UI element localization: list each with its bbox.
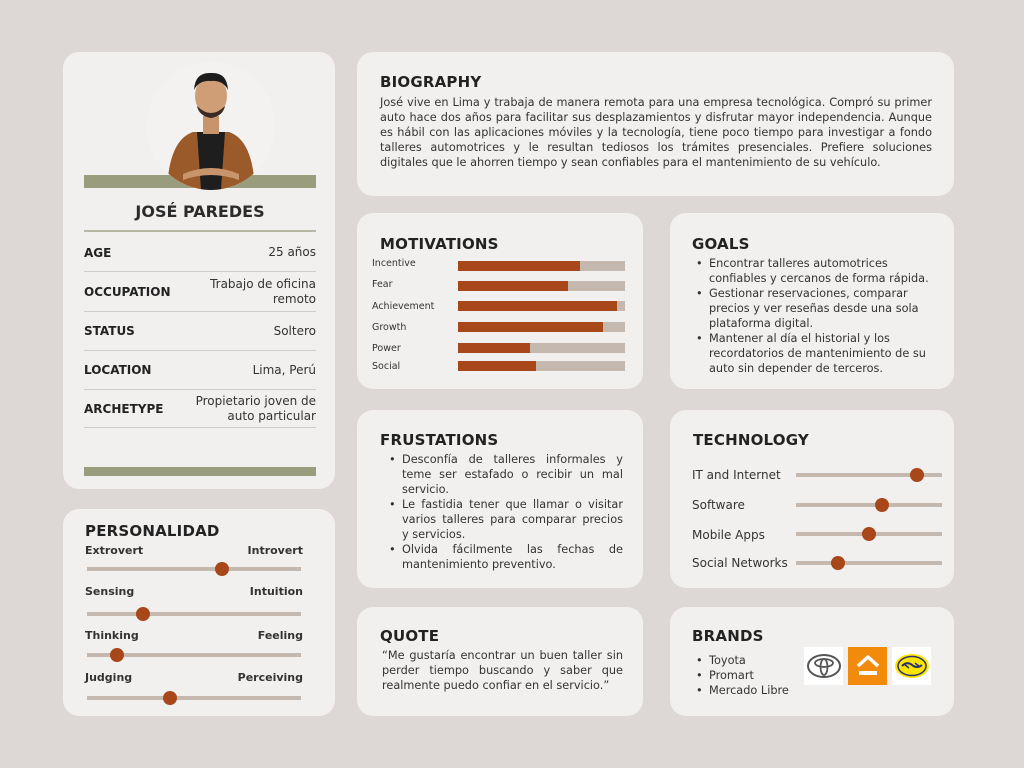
motivation-bar: [458, 361, 625, 371]
motivations-card: [357, 213, 643, 389]
mercado-libre-logo-icon: [892, 647, 931, 685]
avatar: [147, 62, 275, 190]
trait-slider-handle[interactable]: [110, 648, 124, 662]
tech-slider-handle[interactable]: [910, 468, 924, 482]
status-value: Soltero: [273, 323, 316, 338]
occupation-value: Trabajo de oficina remoto: [210, 276, 316, 306]
quote-title: QUOTE: [380, 627, 440, 645]
frustrations-card: [357, 410, 643, 588]
quote-card: [357, 607, 643, 716]
location-label: LOCATION: [84, 363, 152, 377]
archetype-value: Propietario joven de auto particular: [195, 393, 316, 423]
profile-row-archetype: [84, 390, 316, 428]
tech-label: Mobile Apps: [692, 528, 765, 542]
motivation-bar-fill: [458, 322, 603, 332]
location-value: Lima, Perú: [252, 362, 316, 377]
trait-right-label: Introvert: [247, 544, 303, 557]
trait-slider-track: [87, 696, 301, 700]
quote-text: “Me gustaría encontrar un buen taller sin perder tiempo buscando y saber que realmente puedo confiar en el servicio.”: [382, 649, 623, 692]
trait-sensing-intuition: [85, 585, 303, 598]
list-item: • Encontrar talleres automotrices confiables y cercanos de forma rápida.: [692, 256, 940, 286]
goals-card: [670, 213, 954, 389]
trait-right-label: Perceiving: [237, 671, 303, 684]
motivation-bar-fill: [458, 281, 568, 291]
trait-left-label: Sensing: [85, 585, 135, 598]
biography-text: José vive en Lima y trabaja de manera remota para una empresa tecnológica. Compró su primer auto hace dos años para facilitar sus desplazamientos y disfrutar mayor independencia. Aunque es hábil con las aplicaciones móviles y la tecnología, tiene poco tiempo para investigar a fondo talleres automotrices y le resultan tediosos los trámites presenciales. Prefiere soluciones digitales que le ahorren tiempo y sean confiables para el mantenimiento de su vehículo.: [380, 96, 932, 169]
motivation-label: Growth: [372, 322, 407, 333]
divider: [84, 230, 316, 232]
biography-title: BIOGRAPHY: [380, 73, 482, 91]
tech-label: Social Networks: [692, 556, 788, 570]
motivation-label: Power: [372, 343, 401, 354]
personality-title: PERSONALIDAD: [85, 522, 220, 540]
profile-card: [63, 52, 335, 489]
profile-row-location: [84, 351, 316, 390]
tech-slider-handle[interactable]: [875, 498, 889, 512]
trait-left-label: Judging: [85, 671, 133, 684]
toyota-logo-icon: [804, 647, 843, 685]
goals-list: [692, 256, 940, 376]
trait-left-label: Extrovert: [85, 544, 144, 557]
occupation-label: OCCUPATION: [84, 284, 171, 299]
list-item: • Mantener al día el historial y los recordatorios de mantenimiento de su auto sin depender de terceros.: [692, 331, 940, 376]
tech-slider-track: [796, 532, 942, 536]
motivation-bar: [458, 322, 625, 332]
trait-extrovert-introvert: [85, 544, 303, 557]
trait-slider-handle[interactable]: [136, 607, 150, 621]
motivation-label: Achievement: [372, 301, 435, 312]
trait-slider-track: [87, 612, 301, 616]
list-item: • Mercado Libre: [692, 683, 812, 698]
motivation-bar: [458, 261, 625, 271]
profile-bottom-bar: [84, 467, 316, 476]
list-item: • Le fastidia tener que llamar o visitar varios talleres para comparar precios y servicios.: [385, 497, 623, 542]
tech-slider-track: [796, 561, 942, 565]
brands-title: BRANDS: [692, 627, 764, 645]
brands-list: [692, 653, 812, 698]
biography-card: [357, 52, 954, 196]
brands-card: [670, 607, 954, 716]
persona-name: JOSÉ PAREDES: [135, 202, 265, 221]
trait-right-label: Feeling: [257, 629, 303, 642]
technology-title: TECHNOLOGY: [693, 431, 809, 449]
motivation-bar-fill: [458, 361, 536, 371]
trait-right-label: Intuition: [249, 585, 303, 598]
motivation-bar-fill: [458, 301, 617, 311]
trait-judging-perceiving: [85, 671, 303, 684]
motivation-label: Fear: [372, 279, 393, 290]
motivations-title: MOTIVATIONS: [380, 235, 499, 253]
motivation-bar: [458, 281, 625, 291]
trait-left-label: Thinking: [85, 629, 139, 642]
trait-thinking-feeling: [85, 629, 303, 642]
motivation-bar: [458, 343, 625, 353]
goals-title: GOALS: [692, 235, 750, 253]
profile-row-age: [84, 234, 316, 272]
trait-slider-track: [87, 653, 301, 657]
profile-row-status: [84, 312, 316, 351]
tech-slider-handle[interactable]: [862, 527, 876, 541]
trait-slider-handle[interactable]: [215, 562, 229, 576]
tech-slider-track: [796, 473, 942, 477]
tech-slider-track: [796, 503, 942, 507]
tech-label: IT and Internet: [692, 468, 781, 482]
profile-row-occupation: [84, 272, 316, 312]
motivation-bar-fill: [458, 343, 530, 353]
promart-logo-icon: [848, 647, 887, 685]
motivation-label: Social: [372, 361, 401, 372]
list-item: • Promart: [692, 668, 812, 683]
list-item: • Gestionar reservaciones, comparar precios y ver reseñas desde una sola plataforma digital.: [692, 286, 940, 331]
list-item: • Desconfía de talleres informales y teme ser estafado o recibir un mal servicio.: [385, 452, 623, 497]
list-item: • Toyota: [692, 653, 812, 668]
age-label: AGE: [84, 245, 112, 260]
personality-card: [63, 509, 335, 716]
list-item: • Olvida fácilmente las fechas de mantenimiento preventivo.: [385, 542, 623, 572]
age-value: 25 años: [268, 245, 316, 259]
frustrations-title: FRUSTATIONS: [380, 431, 499, 449]
status-label: STATUS: [84, 324, 135, 338]
motivation-bar-fill: [458, 261, 580, 271]
technology-card: [670, 410, 954, 588]
frustrations-list: [385, 452, 623, 572]
tech-label: Software: [692, 498, 745, 512]
trait-slider-handle[interactable]: [163, 691, 177, 705]
trait-slider-track: [87, 567, 301, 571]
motivation-label: Incentive: [372, 258, 416, 269]
motivation-bar: [458, 301, 625, 311]
tech-slider-handle[interactable]: [831, 556, 845, 570]
archetype-label: ARCHETYPE: [84, 401, 164, 416]
